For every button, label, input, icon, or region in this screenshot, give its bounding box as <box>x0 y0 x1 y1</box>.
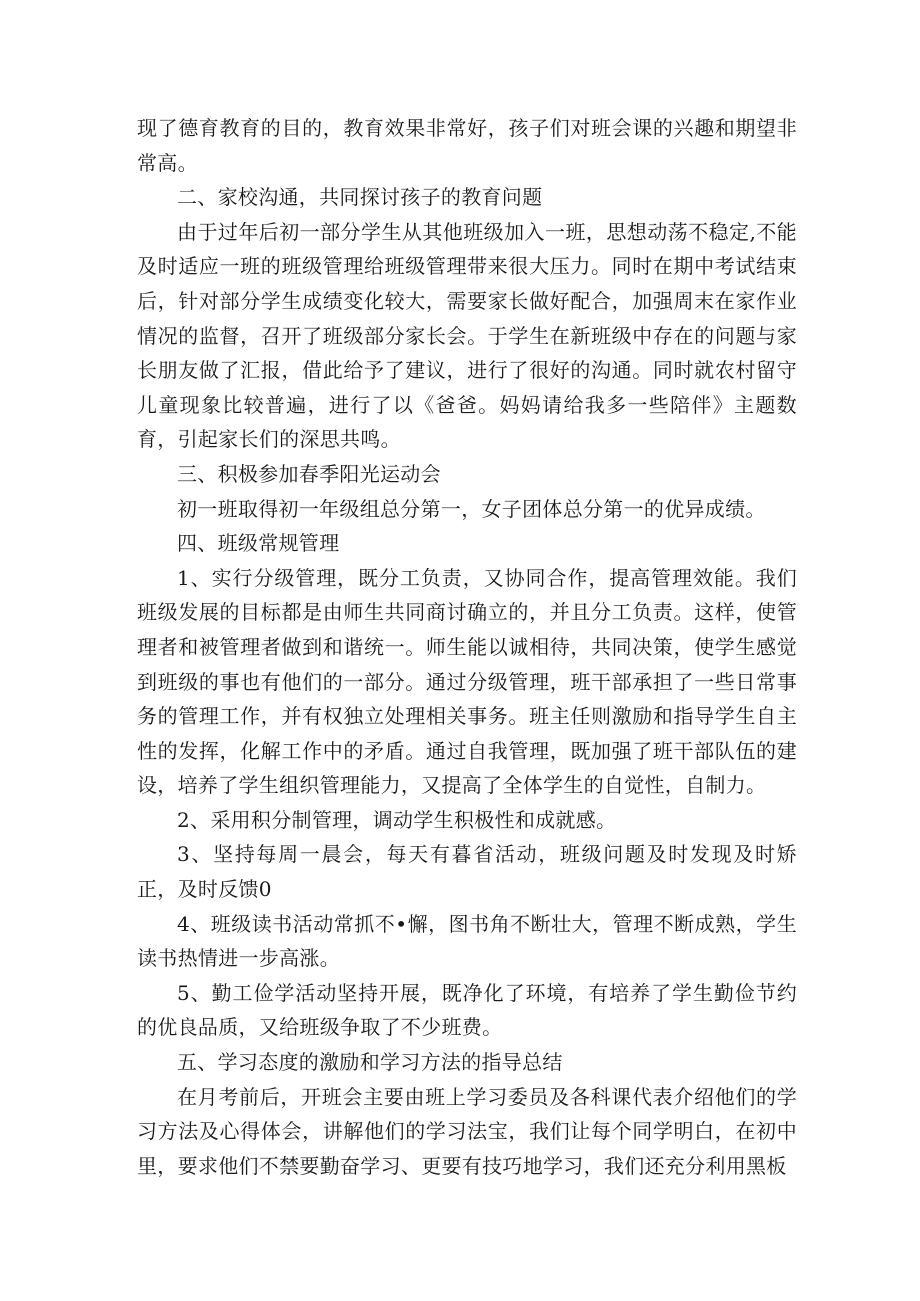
paragraph-continuation: 现了德育教育的目的，教育效果非常好，孩子们对班会课的兴趣和期望非常高。 <box>137 116 797 175</box>
section-heading-class-management: 四、班级常规管理 <box>177 531 340 556</box>
document-body <box>137 111 797 1183</box>
paragraph-study: 在月考前后，开班会主要由班上学习委员及各科课代表介绍他们的学习方法及心得体会，讲解他们的学习法宝，我们让每个同学明白，在初中里，要求他们不禁要勤奋学习、更要有技巧地学习，我们还充分利用黑板 <box>137 1084 797 1178</box>
section-heading-study: 五、学习态度的激励和学习方法的指导总结 <box>177 1050 563 1075</box>
list-item-1: 1、实行分级管理，既分工负责，又协同合作，提高管理效能。我们班级发展的目标都是由师生共同商讨确立的，并且分工负责。这样，使管理者和被管理者做到和谐统一。师生能以诚相待，共同决策，使学生感觉到班级的事也有他们的一部分。通过分级管理，班干部承担了一些日常事务的管理工作，并有权独立处理相关事务。班主任则激励和指导学生自主性的发挥，化解工作中的矛盾。通过自我管理，既加强了班干部队伍的建设，培养了学生组织管理能力，又提高了全体学生的自觉性，自制力。 <box>137 565 797 798</box>
paragraph-home-school: 由于过年后初一部分学生从其他班级加入一班，思想动荡不稳定,不能及时适应一班的班级管理给班级管理带来很大压力。同时在期中考试结束后，针对部分学生成绩变化较大，需要家长做好配合，加强周末在家作业情况的监督，召开了班级部分家长会。于学生在新班级中存在的问题与家长朋友做了汇报，借此给予了建议，进行了很好的沟通。同时就农村留守儿童现象比较普遍，进行了以《爸爸。妈妈请给我多一些陪伴》主题数育，引起家长们的深思共鸣。 <box>137 219 797 452</box>
list-item-2: 2、采用积分制管理，调动学生积极性和成就感。 <box>177 807 617 832</box>
list-item-4: 4、班级读书活动常抓不•懈，图书角不断壮大，管理不断成熟，学生读书热情进一步高涨。 <box>137 911 797 971</box>
list-item-5: 5、勤工俭学活动坚持开展，既净化了环境，有培养了学生勤俭节约的优良品质，又给班级争取了不少班费。 <box>137 980 797 1040</box>
section-heading-sports-meet: 三、积极参加春季阳光运动会 <box>177 461 441 486</box>
list-item-3: 3、坚持每周一晨会，每天有暮省活动，班级问题及时发现及时矫正，及时反馈0 <box>137 842 797 902</box>
section-heading-home-school: 二、家校沟通，共同探讨孩子的教育问题 <box>177 185 543 210</box>
paragraph-sports-meet: 初一班取得初一年级组总分第一，女子团体总分第一的优异成绩。 <box>177 496 766 521</box>
